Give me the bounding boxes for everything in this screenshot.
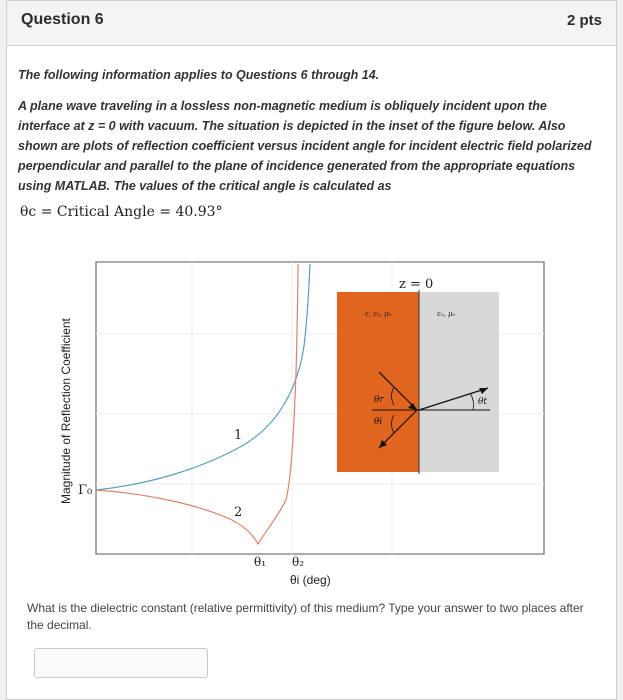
theta-i-label: θi <box>374 417 383 427</box>
theta-r-label: θr <box>374 395 384 405</box>
inset-vacuum-label: ε₀, μ₀ <box>437 310 456 318</box>
inset-vacuum-region <box>419 292 499 472</box>
inset-interface-label: z = 0 <box>399 277 434 292</box>
intro-text: The following information applies to Questions 6 through 14. <box>18 68 380 82</box>
x-tick-theta2: θ₂ <box>292 555 305 569</box>
y-tick-gamma0: Γ₀ <box>78 483 93 498</box>
question-points: 2 pts <box>566 12 602 29</box>
curve-1-label: 1 <box>234 428 243 443</box>
x-axis-label: θi (deg) <box>290 573 331 587</box>
question-title: Question 6 <box>21 11 104 28</box>
x-tick-theta1: θ₁ <box>254 555 267 569</box>
problem-paragraph: A plane wave traveling in a lossless non-magnetic medium is obliquely incident upon the interface at z = 0 with vacuum. The situation is depicted in the inset of the figure below. Also shown are plots of reflection coefficient versus incident angle for incident electric field polarized perpendicular and parallel to the plane of incidence generated from the appropriate equations using MATLAB. The values of the critical angle is calculated as <box>18 99 592 193</box>
reflection-coefficient-figure <box>42 254 562 592</box>
theta-t-label: θt <box>478 397 488 407</box>
curve-2-label: 2 <box>234 505 243 520</box>
y-axis-label: Magnitude of Reflection Coefficient <box>59 318 73 504</box>
critical-angle-equation: θc = Critical Angle = 40.93° <box>20 204 223 220</box>
question-prompt: What is the dielectric constant (relative permittivity) of this medium? Type your answer to two places after the decimal. <box>27 601 584 632</box>
answer-input[interactable] <box>34 648 208 678</box>
question-header <box>7 1 616 46</box>
inset-medium-region <box>337 292 419 472</box>
inset-medium-label: ε, ε₀, μ₀ <box>365 310 392 318</box>
